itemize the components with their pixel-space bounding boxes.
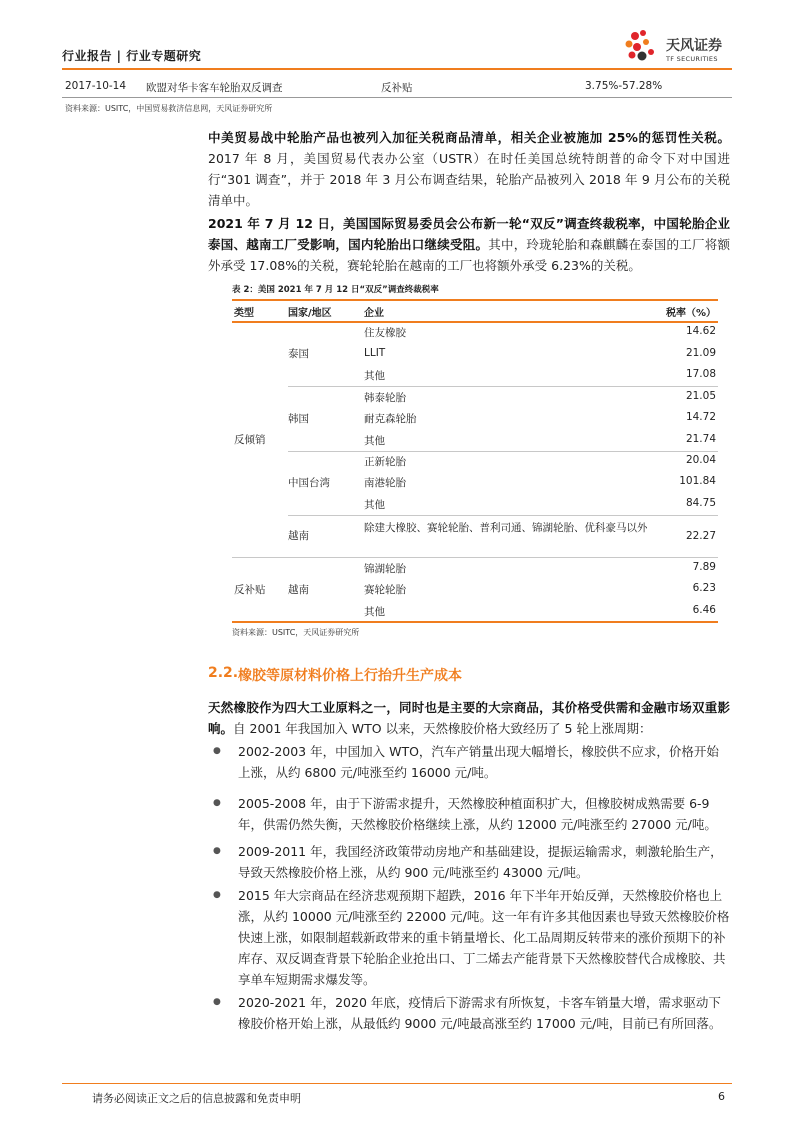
top-row-case: 欧盟对华卡客车轮胎双反调查: [146, 82, 283, 94]
paragraph-trade-war-body: 2017 年 8 月，美国贸易代表办公室（USTR）在时任美国总统特朗普的命令下对中国进行“301 调查”，并于 2018 年 3 月公布调查结果，轮胎产品被列入 2018 年 9 月公布的关税清单中。: [208, 151, 730, 208]
section-number: 2.2.: [208, 665, 239, 681]
table-region-vietnam-cv: 越南: [288, 584, 309, 596]
table-cell-company: 住友橡胶: [364, 327, 406, 339]
table-cell-rate: 22.27: [685, 530, 716, 542]
list-item: 2020-2021 年，2020 年底，疫情后下游需求有所恢复，卡客车销量大增，需求驱动下橡胶价格开始上涨，从最低约 9000 元/吨最高涨至约 17000 元/吨，目前已有所回落。: [238, 995, 722, 1031]
source-note-1: 资料来源：USITC，中国贸易救济信息网，天风证券研究所: [65, 104, 273, 113]
table-cell-company: 其他: [364, 370, 385, 382]
table-cell-rate: 21.05: [685, 390, 716, 402]
table-cell-company: 南港轮胎: [364, 477, 406, 489]
table-group-rule: [232, 557, 718, 558]
logo-english-name: TF SECURITIES: [666, 55, 718, 63]
footer-disclaimer: 请务必阅读正文之后的信息披露和免责申明: [92, 1092, 301, 1105]
table-region-vietnam: 越南: [288, 530, 309, 542]
table-cell-rate: 21.74: [685, 433, 716, 445]
table-cell-rate: 20.04: [685, 454, 716, 466]
paragraph-double-anti: [208, 213, 730, 276]
table-cell-company: 耐克森轮胎: [364, 413, 417, 425]
table-cell-company: 赛轮轮胎: [364, 584, 406, 596]
list-item: 2002-2003 年，中国加入 WTO，汽车产销量出现大幅增长，橡胶供不应求，价格开始上涨，从约 6800 元/吨涨至约 16000 元/吨。: [238, 744, 719, 780]
table-bottom-rule: [232, 621, 718, 623]
table-region-thailand: 泰国: [288, 348, 309, 360]
table-cell-company: 除建大橡胶、赛轮轮胎、普利司通、锦湖轮胎、优科豪马以外: [364, 522, 648, 534]
table-cell-rate: 21.09: [685, 347, 716, 359]
list-item: 2005-2008 年，由于下游需求提升，天然橡胶种植面积扩大，但橡胶树成熟需要 6-9 年，供需仍然失衡，天然橡胶价格继续上涨，从约 12000 元/吨涨至约 27000 元/吨。: [238, 796, 717, 832]
paragraph-trade-war: [208, 127, 730, 211]
bullet-icon: ●: [213, 890, 221, 900]
paragraph-natural-rubber: [208, 697, 730, 739]
paragraph-natural-rubber-body: 自 2001 年我国加入 WTO 以来，天然橡胶价格大致经历了 5 轮上涨周期：: [233, 721, 652, 736]
list-item: 2015 年大宗商品在经济悲观预期下超跌，2016 年下半年开始反弹，天然橡胶价格也上涨，从约 10000 元/吨涨至约 22000 元/吨。这一年有许多其他因素也导致天然橡胶价格快速上涨，如限制超载新政带来的重卡销量增长、化工品周期反转带来的涨价预期下的补库存、双反调查背景下轮胎企业抢出口、丁二烯去产能背景下天然橡胶替代合成橡胶、共享单车短期需求爆发等。: [238, 888, 730, 987]
list-item: 2009-2011 年，我国经济政策带动房地产和基础建设，提振运输需求，刺激轮胎生产，导致天然橡胶价格上涨，从约 900 元/吨涨至约 43000 元/吨。: [238, 844, 723, 880]
logo-chinese-name: 天风证券: [666, 38, 722, 54]
table-header-type: 类型: [234, 308, 254, 319]
table-type-antidumping: 反倾销: [234, 434, 266, 446]
bullet-icon: ●: [213, 746, 221, 756]
top-row-rule: [62, 97, 732, 98]
table-cell-rate: 6.23: [692, 582, 716, 594]
table-region-korea: 韩国: [288, 413, 309, 425]
paragraph-double-anti-lead: 2021 年 7 月 12 日，美国国际贸易委员会公布新一轮“双反”调查终裁税率，中国轮胎企业泰国、越南工厂受影响，国内轮胎出口继续受阻。: [208, 216, 730, 252]
source-note-2: 资料来源：USITC，天风证券研究所: [232, 628, 360, 637]
top-row-rate: 3.75%-57.28%: [585, 80, 663, 92]
paragraph-trade-war-lead: 中美贸易战中轮胎产品也被列入加征关税商品清单，相关企业被施加 25%的惩罚性关税。: [208, 130, 730, 145]
bullet-icon: ●: [213, 997, 221, 1007]
header-divider: [62, 68, 732, 70]
table-cell-rate: 84.75: [685, 497, 716, 509]
table-header-region: 国家/地区: [288, 308, 332, 319]
table-cell-rate: 17.08: [685, 368, 716, 380]
table-cell-company: 锦湖轮胎: [364, 563, 406, 575]
page-number: 6: [718, 1090, 725, 1103]
table-group-rule: [288, 451, 718, 452]
table-cell-company: 正新轮胎: [364, 456, 406, 468]
paragraph-double-anti-body: 其中，玲珑轮胎和森麒麟在泰国的工厂将额外承受 17.08%的关税，赛轮轮胎在越南的工厂也将额外承受 6.23%的关税。: [208, 237, 730, 273]
table-cell-company: 其他: [364, 435, 385, 447]
table-header-company: 企业: [364, 308, 384, 319]
table-cell-company: 韩泰轮胎: [364, 392, 406, 404]
table-caption: 表 2：美国 2021 年 7 月 12 日“双反”调查终裁税率: [232, 285, 439, 295]
table-cell-company: 其他: [364, 606, 385, 618]
table-cell-rate: 101.84: [679, 475, 716, 487]
bullet-icon: ●: [213, 798, 221, 808]
top-row-date: 2017-10-14: [65, 80, 127, 92]
table-cell-company: LLIT: [364, 347, 386, 359]
table-cell-rate: 6.46: [692, 604, 716, 616]
table-header-rule: [232, 321, 718, 323]
bullet-icon: ●: [213, 846, 221, 856]
table-type-countervailing: 反补贴: [234, 584, 266, 596]
report-header-title: 行业报告 | 行业专题研究: [62, 49, 202, 63]
table-region-taiwan: 中国台湾: [288, 477, 330, 489]
table-header-rate: 税率（%）: [665, 308, 716, 319]
table-cell-rate: 14.62: [685, 325, 716, 337]
table-top-rule: [232, 299, 718, 301]
footer-divider: [62, 1083, 732, 1084]
table-group-rule: [288, 386, 718, 387]
section-title: 橡胶等原材料价格上行抬升生产成本: [238, 668, 462, 684]
paragraph-natural-rubber-lead: 天然橡胶作为四大工业原料之一，同时也是主要的大宗商品，其价格受供需和金融市场双重影响。: [208, 700, 730, 736]
table-cell-rate: 14.72: [685, 411, 716, 423]
table-cell-company: 其他: [364, 499, 385, 511]
table-cell-rate: 7.89: [692, 561, 716, 573]
top-row-type: 反补贴: [381, 82, 413, 94]
table-group-rule: [288, 515, 718, 516]
